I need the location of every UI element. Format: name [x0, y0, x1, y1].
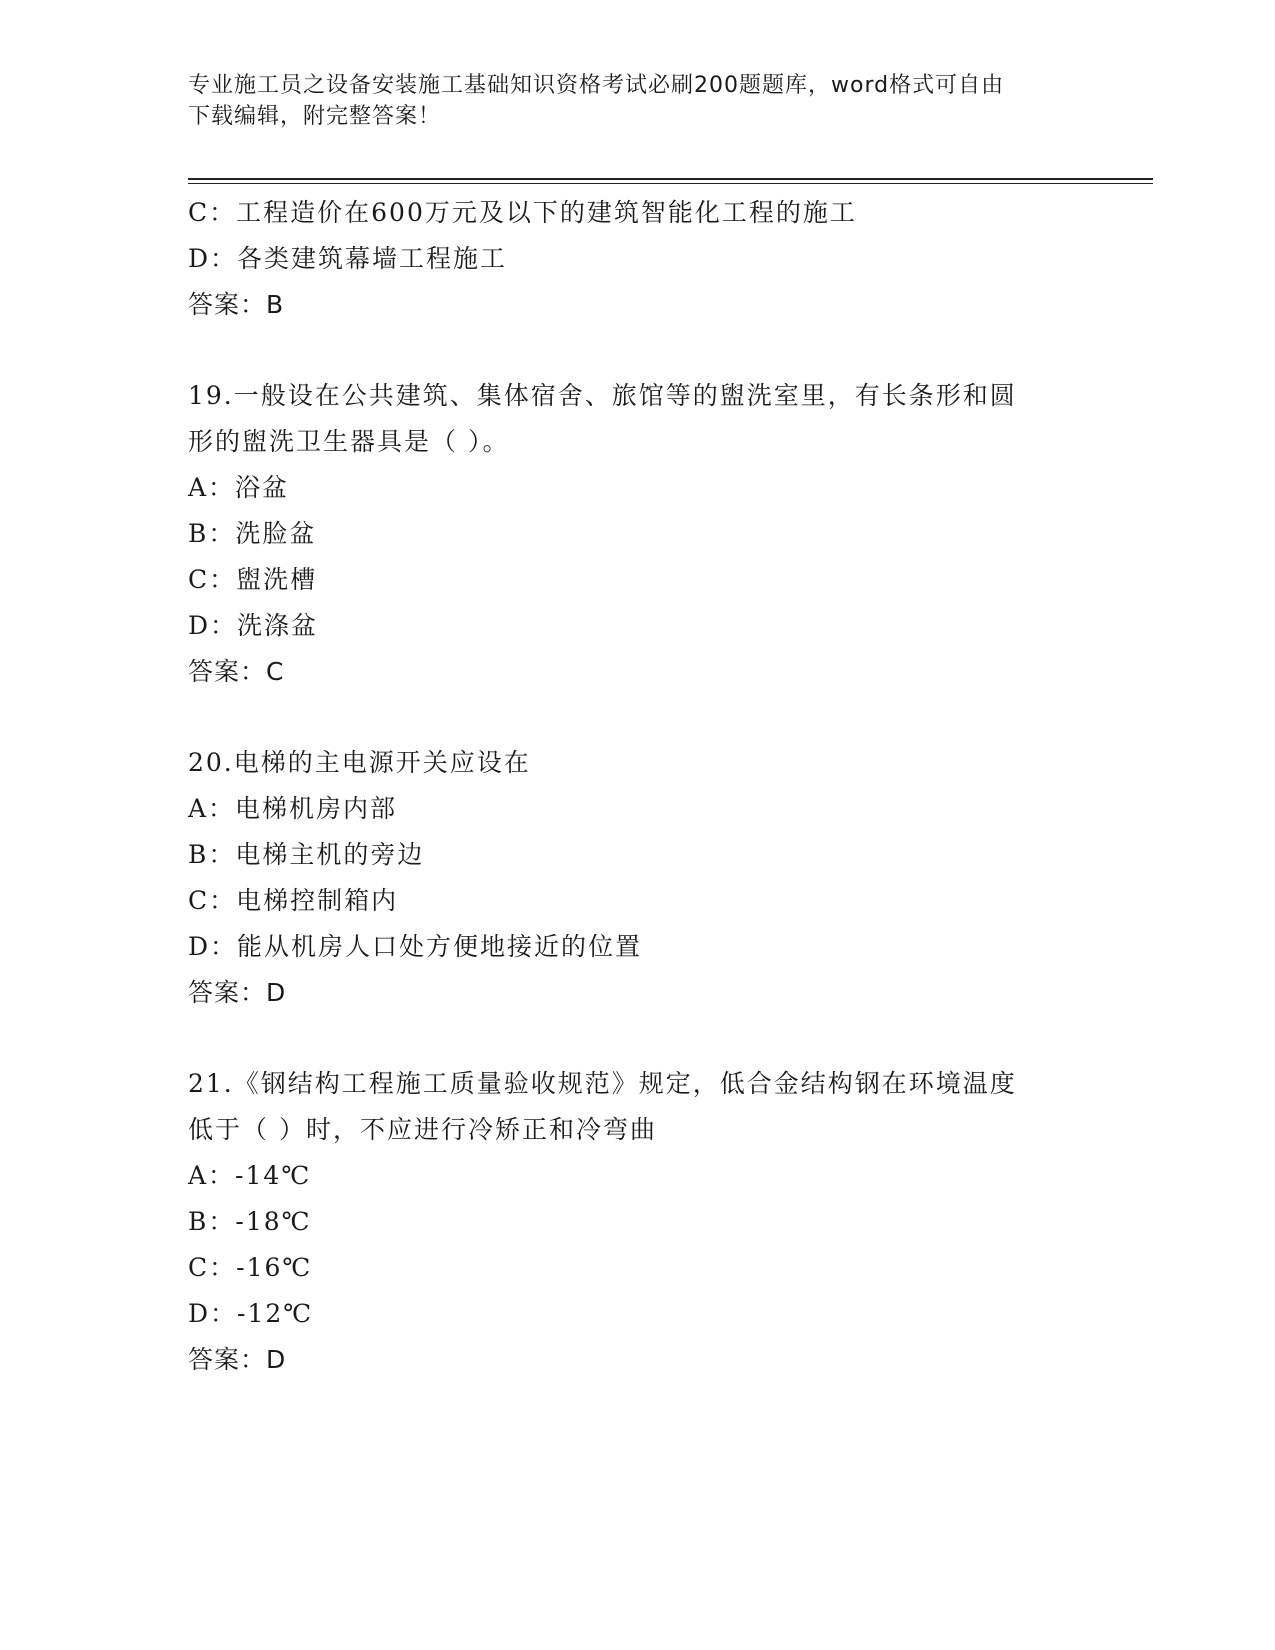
answer: 答案：D: [188, 1345, 287, 1374]
question-stem: 21.《钢结构工程施工质量验收规范》规定，低合金结构钢在环境温度: [188, 1069, 1017, 1098]
answer: 答案：D: [188, 978, 287, 1007]
option-d: D：洗涤盆: [188, 611, 319, 640]
option-d: D：-12℃: [188, 1299, 314, 1328]
answer: 答案：B: [188, 290, 285, 319]
spacer: [188, 328, 1088, 373]
option-a: A：浴盆: [188, 473, 290, 502]
option-d: D：各类建筑幕墙工程施工: [188, 244, 508, 273]
option-c: C：-16℃: [188, 1253, 313, 1282]
option-d: D：能从机房人口处方便地接近的位置: [188, 932, 643, 961]
option-c: C：电梯控制箱内: [188, 886, 399, 915]
question-stem: 20.电梯的主电源开关应设在: [188, 748, 531, 777]
option-b: B：电梯主机的旁边: [188, 840, 425, 869]
question-20: [188, 740, 1088, 1016]
spacer: [188, 695, 1088, 740]
header-line-2: 下载编辑，附完整答案！: [188, 104, 442, 129]
question-stem: 19.一般设在公共建筑、集体宿舍、旅馆等的盥洗室里，有长条形和圆: [188, 381, 1017, 410]
question-stem-continued: 低于（ ）时，不应进行冷矫正和冷弯曲: [188, 1115, 657, 1144]
header-line-1: 专业施工员之设备安装施工基础知识资格考试必刷200题题库，word格式可自由: [188, 73, 1005, 98]
question-list: [188, 190, 1088, 1383]
header-divider-thick: [188, 178, 1153, 180]
option-b: B：洗脸盆: [188, 519, 317, 548]
option-b: B：-18℃: [188, 1207, 312, 1236]
answer: 答案：C: [188, 657, 285, 686]
spacer: [188, 1016, 1088, 1061]
header-divider-thin: [188, 183, 1153, 184]
option-a: A：电梯机房内部: [188, 794, 398, 823]
question-19: [188, 373, 1088, 695]
question-18: [188, 190, 1088, 328]
option-a: A：-14℃: [188, 1161, 312, 1190]
option-c: C：盥洗槽: [188, 565, 318, 594]
question-stem-continued: 形的盥洗卫生器具是（ ）。: [188, 427, 510, 456]
option-c: C：工程造价在600万元及以下的建筑智能化工程的施工: [188, 198, 857, 227]
document-header: [188, 70, 1088, 132]
question-21: [188, 1061, 1088, 1383]
